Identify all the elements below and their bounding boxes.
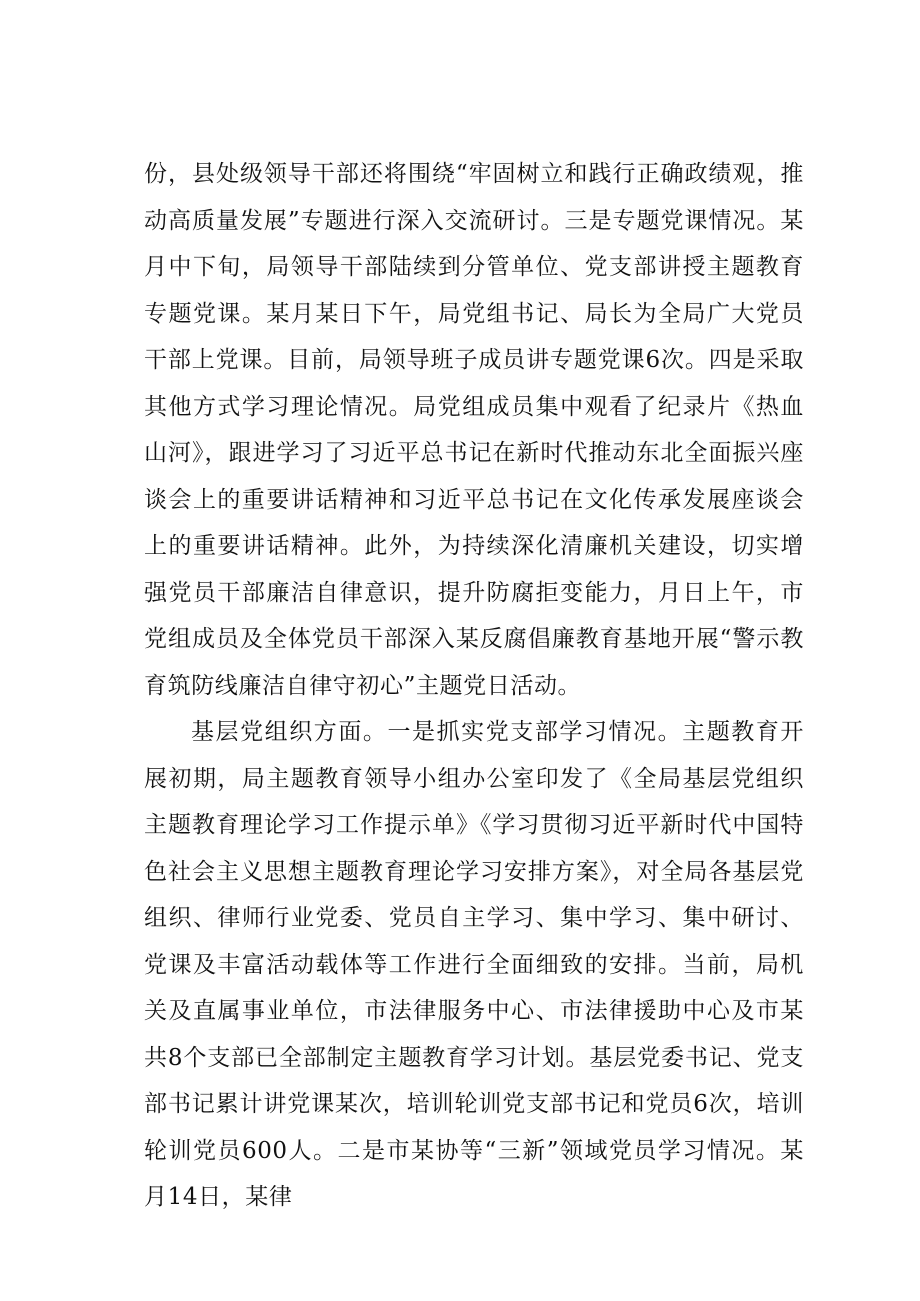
document-body: [144, 151, 804, 1221]
paragraph-continued: 份，县处级领导干部还将围绕“牢固树立和践行正确政绩观，推动高质量发展”专题进行深入交流研讨。三是专题党课情况。某月中下旬，局领导干部陆续到分管单位、党支部讲授主题教育专题党课。某月某日下午，局党组书记、局长为全局广大党员干部上党课。目前，局领导班子成员讲专题党课6次。四是采取其他方式学习理论情况。局党组成员集中观看了纪录片《热血山河》，跟进学习了习近平总书记在新时代推动东北全面振兴座谈会上的重要讲话精神和习近平总书记在文化传承发展座谈会上的重要讲话精神。此外，为持续深化清廉机关建设，切实增强党员干部廉洁自律意识，提升防腐拒变能力，月日上午，市党组成员及全体党员干部深入某反腐倡廉教育基地开展“警示教育筑防线廉洁自律守初心”主题党日活动。: [144, 161, 804, 699]
paragraph-grassroots-party-organizations: 基层党组织方面。一是抓实党支部学习情况。主题教育开展初期，局主题教育领导小组办公室印发了《全局基层党组织主题教育理论学习工作提示单》《学习贯彻习近平新时代中国特色社会主义思想主题教育理论学习安排方案》，对全局各基层党组织、律师行业党委、党员自主学习、集中学习、集中研讨、党课及丰富活动载体等工作进行全面细致的安排。当前，局机关及直属事业单位，市法律服务中心、市法律援助中心及市某共8个支部已全部制定主题教育学习计划。基层党委书记、党支部书记累计讲党课某次，培训轮训党支部书记和党员6次，培训轮训党员600人。二是市某协等“三新”领域党员学习情况。某月14日，某律: [144, 719, 804, 1210]
